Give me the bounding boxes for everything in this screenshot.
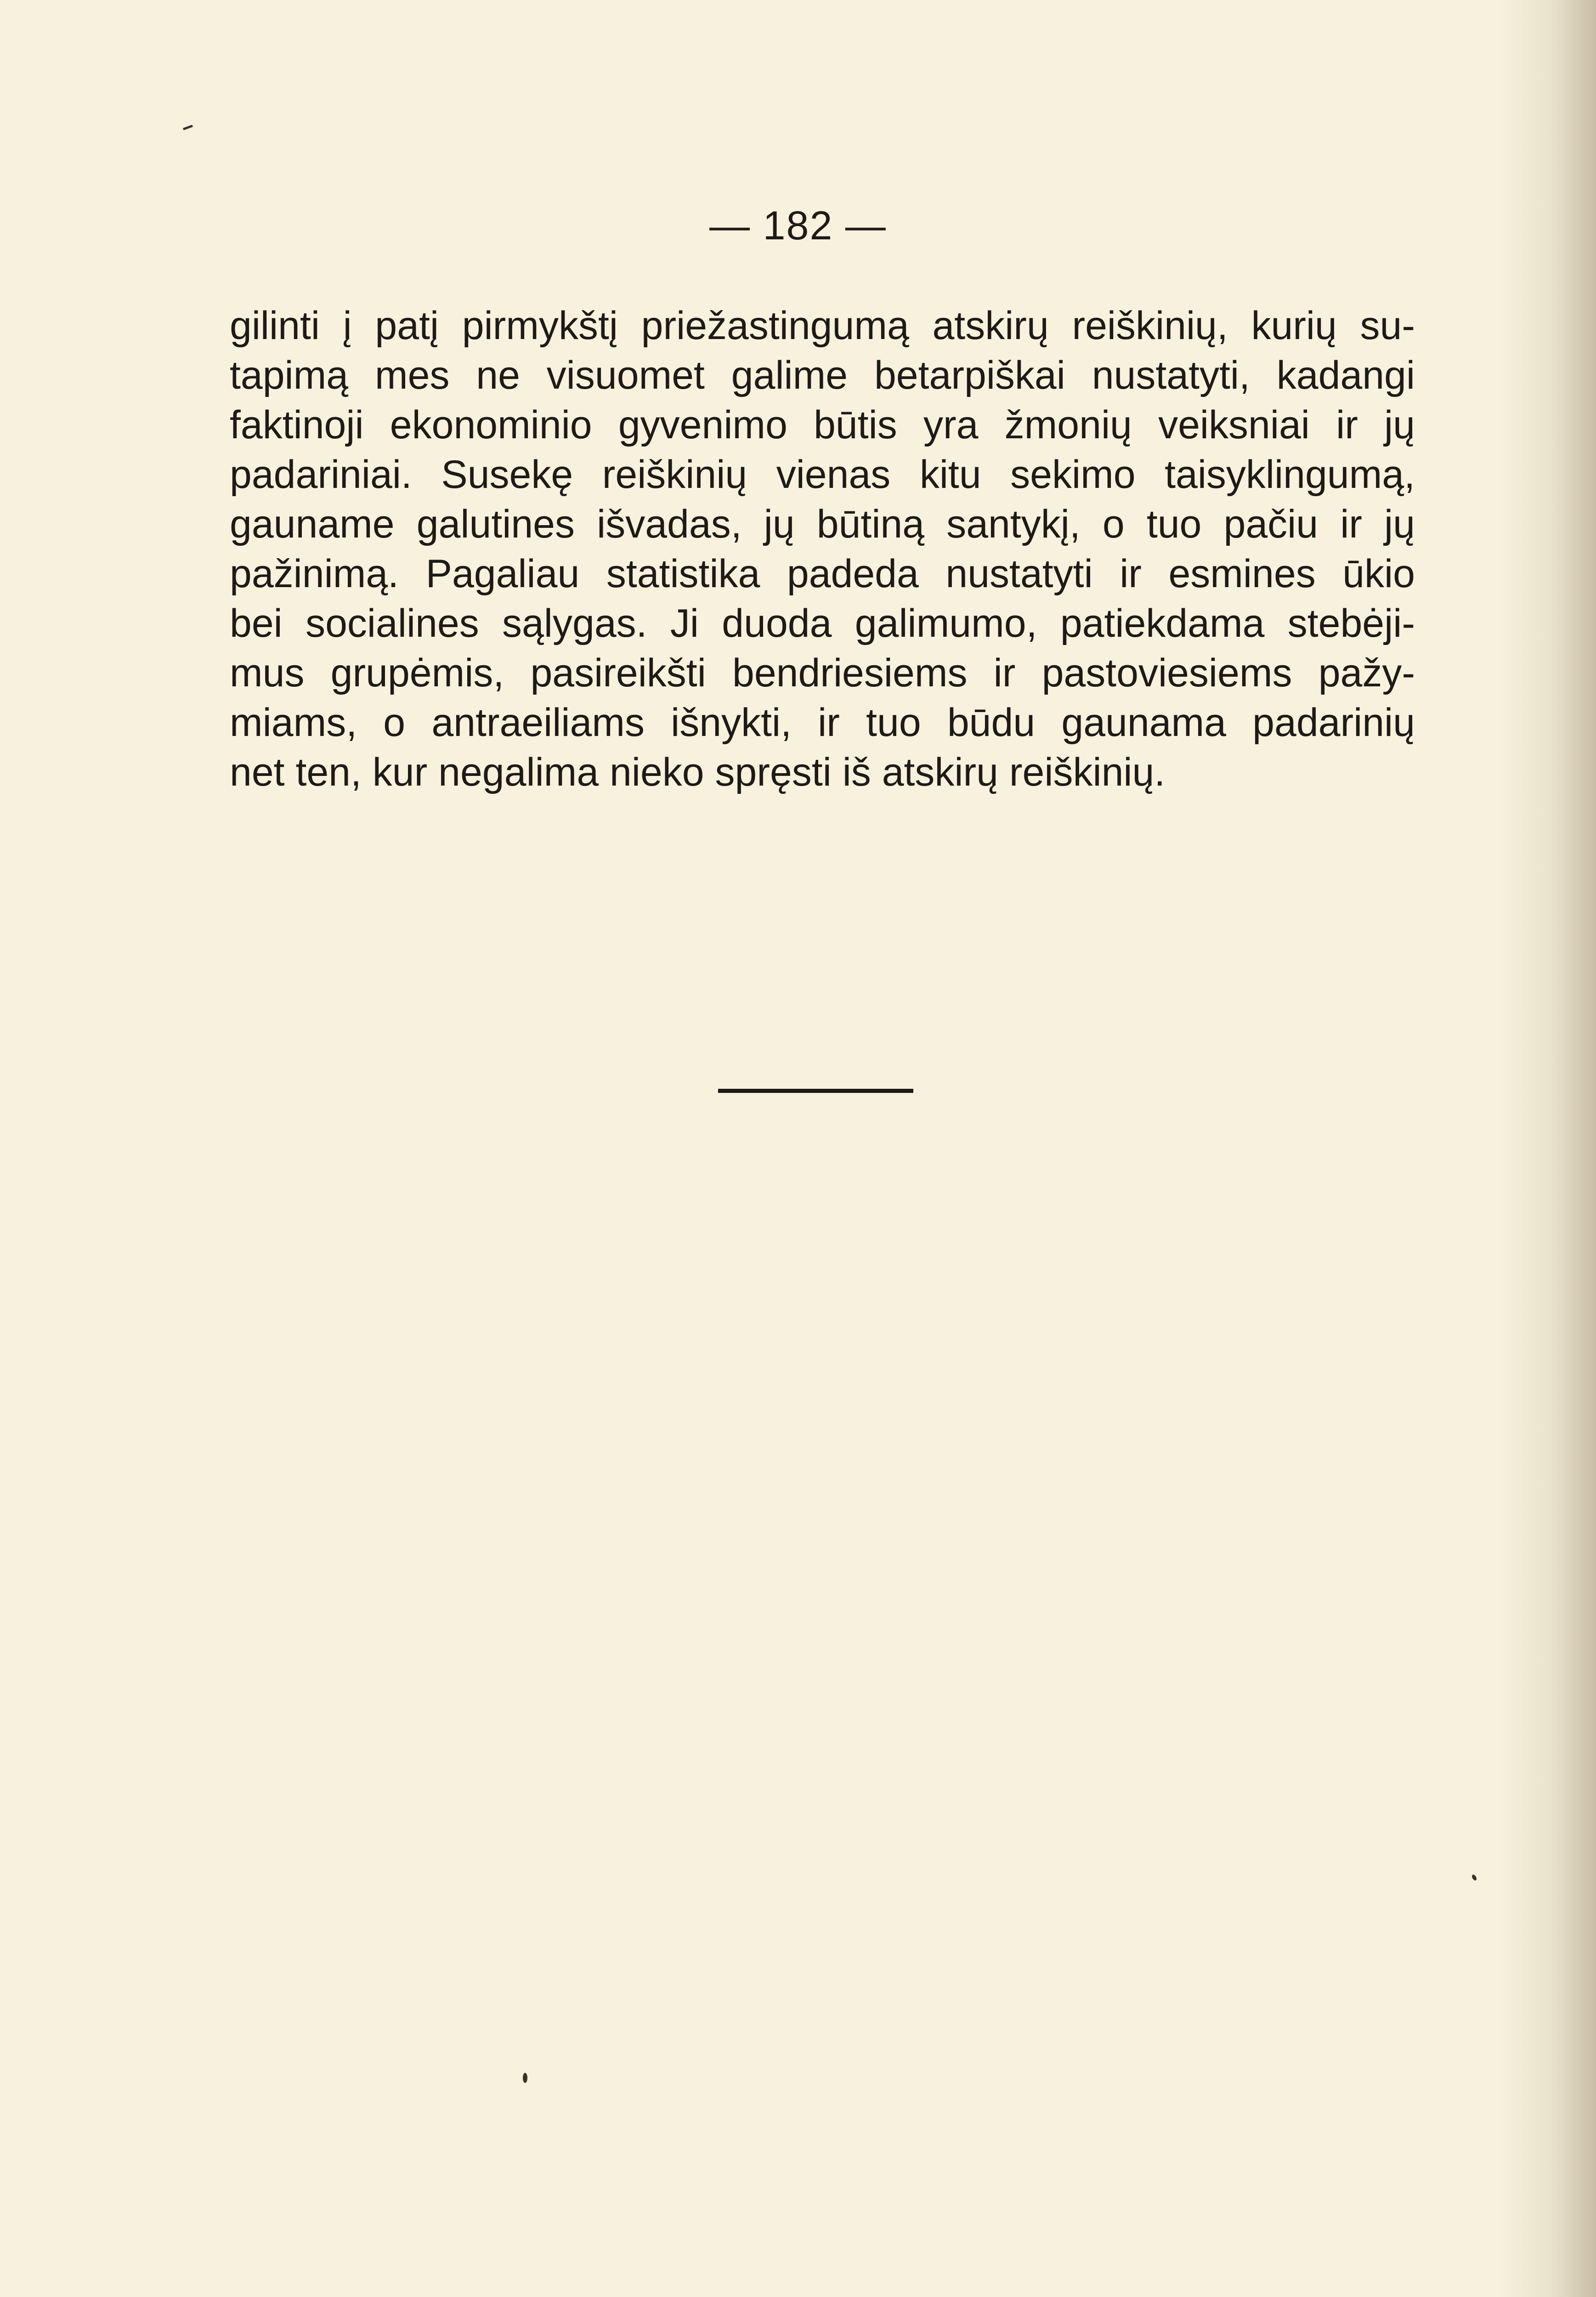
paper-speck [1471,1874,1477,1881]
text-line: miams, o antraeiliams išnykti, ir tuo būdu gaunama padarinių [230,701,1415,745]
page-number: — 182 — [709,203,887,248]
text-line: mus grupėmis, pasireikšti bendriesiems ir pastoviesiems pažy- [230,651,1415,695]
paper-speck [183,124,193,130]
text-line: pažinimą. Pagaliau statistika padeda nustatyti ir esmines ūkio [230,552,1415,596]
text-line: bei socialines sąlygas. Ji duoda galimumo, patiekdama stebėji- [230,601,1415,645]
text-line: net ten, kur negalima nieko spręsti iš atskirų reiškinių. [230,750,1166,794]
text-line: gilinti į patį pirmykštį priežastingumą atskirų reiškinių, kurių su- [230,304,1415,348]
paper-speck [523,2073,527,2083]
section-end-rule [718,1089,913,1093]
body-paragraph [230,301,1415,797]
text-line: tapimą mes ne visuomet galime betarpiškai nustatyti, kadangi [230,353,1415,397]
text-line: faktinoji ekonominio gyvenimo būtis yra žmonių veiksniai ir jų [230,403,1415,447]
text-line: padariniai. Susekę reiškinių vienas kitu sekimo taisyklingumą, [230,453,1415,497]
page-edge-shadow [1555,0,1596,2297]
text-line: gauname galutines išvadas, jų būtiną santykį, o tuo pačiu ir jų [230,502,1415,546]
